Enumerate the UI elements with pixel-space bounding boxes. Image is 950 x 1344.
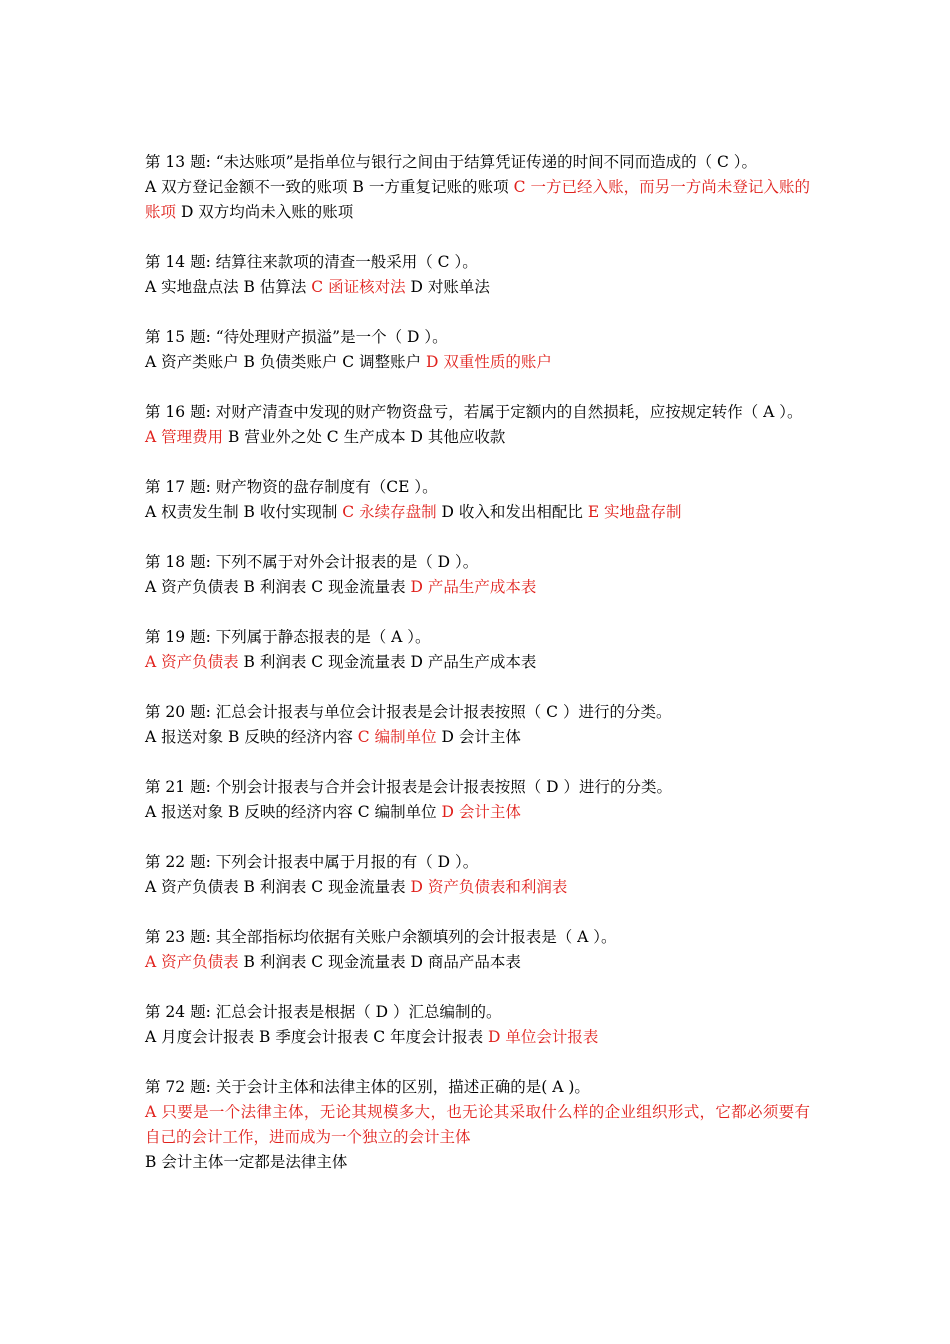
correct-answer: A 资产负债表 (145, 953, 239, 971)
question-19 (145, 625, 810, 675)
question-18 (145, 550, 810, 600)
correct-answer: C 永续存盘制 (342, 503, 437, 521)
question-stem: 第 17 题: 财产物资的盘存制度有（CE ）。 (145, 478, 438, 496)
correct-answer: D 双重性质的账户 (426, 353, 552, 371)
correct-answer: D 单位会计报表 (488, 1028, 599, 1046)
question-options (145, 725, 810, 750)
options-text: D 收入和发出相配比 (436, 503, 588, 521)
question-options (145, 800, 810, 825)
question-stem: 第 15 题: “待处理财产损溢”是一个（ D ）。 (145, 328, 448, 346)
options-text: B 利润表 C 现金流量表 D 产品生产成本表 (238, 653, 537, 671)
question-stem: 第 14 题: 结算往来款项的清查一般采用（ C ）。 (145, 253, 478, 271)
options-text: A 资产负债表 B 利润表 C 现金流量表 (145, 578, 411, 596)
correct-answer: D 产品生产成本表 (410, 578, 537, 596)
question-22 (145, 850, 810, 900)
question-stem: 第 23 题: 其全部指标均依据有关账户余额填列的会计报表是（ A ）。 (145, 928, 617, 946)
options-text: A 月度会计报表 B 季度会计报表 C 年度会计报表 (145, 1028, 489, 1046)
question-stem: 第 24 题: 汇总会计报表是根据（ D ）汇总编制的。 (145, 1003, 502, 1021)
question-options (145, 950, 810, 975)
correct-answer: A 管理费用 (145, 428, 224, 446)
correct-answer: A 资产负债表 (145, 653, 239, 671)
question-options (145, 425, 810, 450)
question-15 (145, 325, 810, 375)
question-options (145, 875, 810, 900)
correct-answer: C 函证核对法 (311, 278, 406, 296)
question-options (145, 575, 810, 600)
question-stem: 第 13 题: “未达账项”是指单位与银行之间由于结算凭证传递的时间不同而造成的（ C ）。 (145, 153, 758, 171)
question-stem: 第 22 题: 下列会计报表中属于月报的有（ D ）。 (145, 853, 479, 871)
question-24 (145, 1000, 810, 1050)
question-stem: 第 20 题: 汇总会计报表与单位会计报表是会计报表按照（ C ）进行的分类。 (145, 703, 672, 721)
question-13 (145, 150, 810, 225)
document-page (145, 150, 810, 1200)
correct-answer: C 编制单位 (357, 728, 437, 746)
question-options (145, 175, 810, 225)
options-text: B 营业外之处 C 生产成本 D 其他应收款 (223, 428, 506, 446)
correct-answer: D 资产负债表和利润表 (410, 878, 568, 896)
options-text: A 资产负债表 B 利润表 C 现金流量表 (145, 878, 411, 896)
question-16 (145, 400, 810, 450)
question-17 (145, 475, 810, 525)
options-text: D 会计主体 (436, 728, 521, 746)
options-text: A 权责发生制 B 收付实现制 (145, 503, 343, 521)
question-21 (145, 775, 810, 825)
options-text: D 对账单法 (405, 278, 490, 296)
options-text: A 双方登记金额不一致的账项 B 一方重复记账的账项 (145, 178, 514, 196)
correct-answer: D 会计主体 (441, 803, 521, 821)
options-text: A 报送对象 B 反映的经济内容 (145, 728, 358, 746)
question-23 (145, 925, 810, 975)
options-text: A 报送对象 B 反映的经济内容 C 编制单位 (145, 803, 442, 821)
question-options (145, 275, 810, 300)
options-text: A 实地盘点法 B 估算法 (145, 278, 312, 296)
question-stem: 第 18 题: 下列不属于对外会计报表的是（ D ）。 (145, 553, 479, 571)
correct-answer: C 一方已经入账，而另一方尚未登记入账的账项 (145, 178, 811, 221)
question-options (145, 650, 810, 675)
question-20 (145, 700, 810, 750)
options-text: D 双方均尚未入账的账项 (176, 203, 354, 221)
options-text: A 资产类账户 B 负债类账户 C 调整账户 (145, 353, 427, 371)
options-text: B 利润表 C 现金流量表 D 商品产品本表 (238, 953, 521, 971)
question-72 (145, 1075, 810, 1175)
question-14 (145, 250, 810, 300)
question-stem: 第 16 题: 对财产清查中发现的财产物资盘亏，若属于定额内的自然损耗，应按规定转作（ A ）。 (145, 403, 803, 421)
question-stem: 第 19 题: 下列属于静态报表的是（ A ）。 (145, 628, 431, 646)
question-options (145, 1025, 810, 1050)
question-stem: 第 72 题: 关于会计主体和法律主体的区别，描述正确的是( A )。 (145, 1078, 590, 1096)
question-options (145, 350, 810, 375)
correct-answer: E 实地盘存制 (587, 503, 682, 521)
question-stem: 第 21 题: 个别会计报表与合并会计报表是会计报表按照（ D ）进行的分类。 (145, 778, 673, 796)
option-b: B 会计主体一定都是法律主体 (145, 1153, 348, 1171)
correct-answer: A 只要是一个法律主体，无论其规模多大，也无论其采取什么样的企业组织形式，它都必须要有自己的会计工作，进而成为一个独立的会计主体 (145, 1103, 810, 1146)
question-options (145, 500, 810, 525)
